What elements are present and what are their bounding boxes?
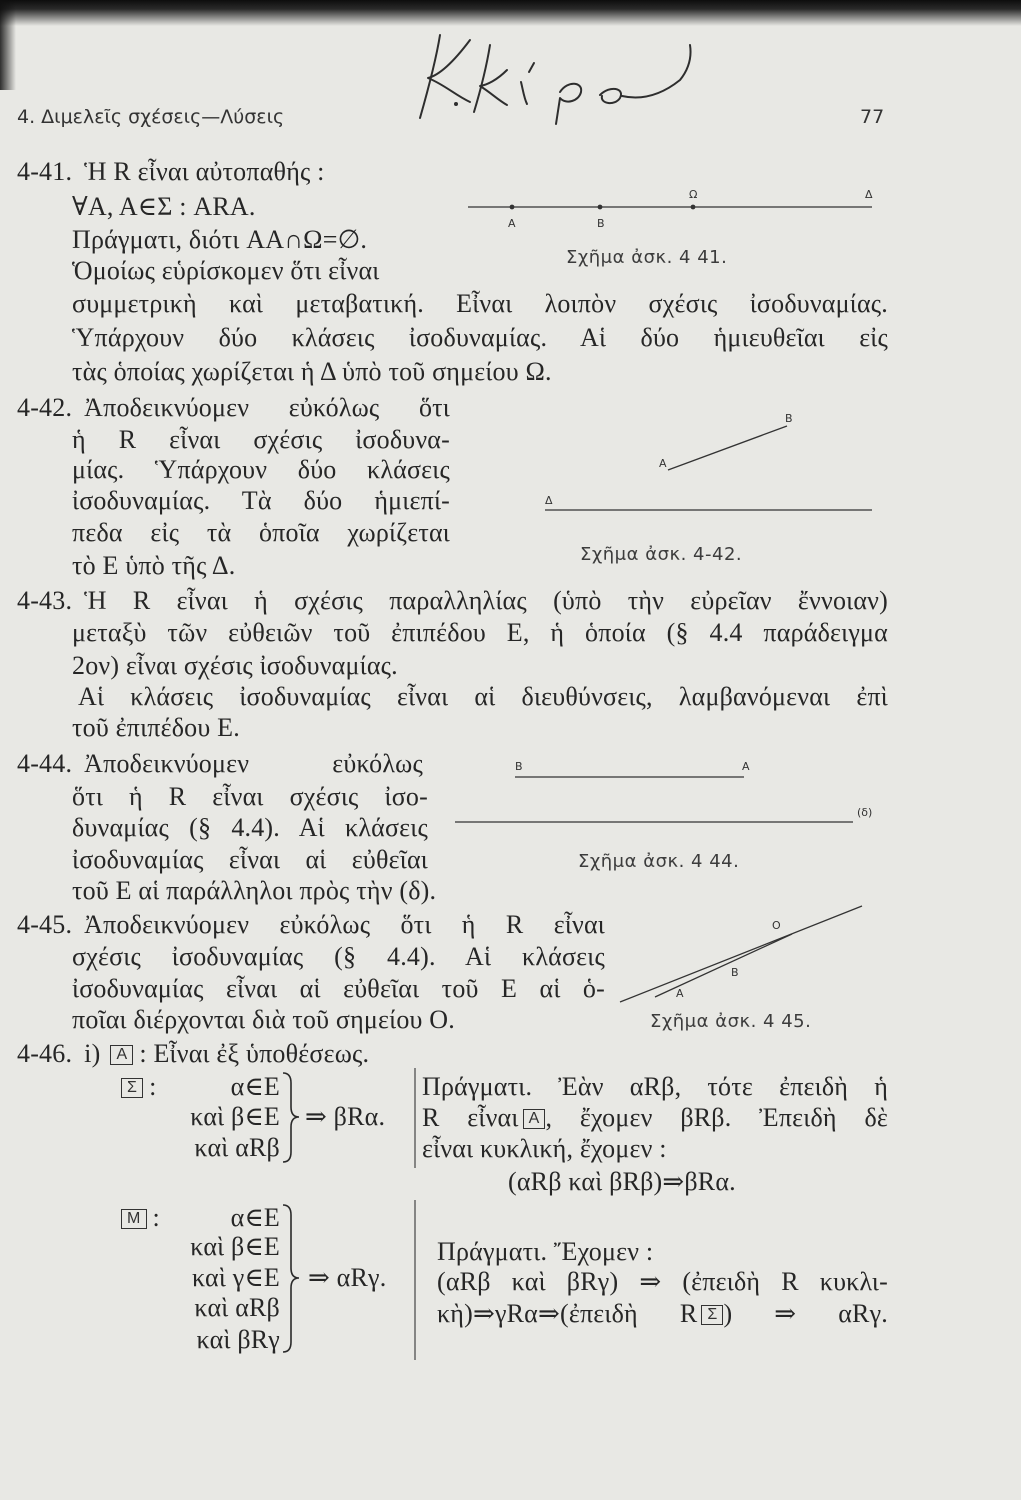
- symmetric-box: Σ: [701, 1305, 723, 1325]
- transitive-proof-line-3: [437, 1299, 888, 1329]
- label-delta: Δ: [545, 494, 553, 507]
- figure-4-42-caption: Σχῆμα ἀσκ. 4-42.: [580, 544, 743, 565]
- ex-4-43-line-3: 2ον) εἶναι σχέσις ἰσοδυναμίας.: [72, 651, 398, 680]
- signature-stroke-tail: [600, 45, 691, 103]
- figure-4-41-caption: Σχῆμα ἀσκ. 4 41.: [566, 247, 728, 268]
- ex-4-45-line-3: ἰσοδυναμίας εἶναι αἱ εὐθεῖαι τοῦ E αἱ ὁ-: [72, 974, 605, 1003]
- exercise-number: 4-43.: [17, 586, 73, 615]
- line-text: Ἀποδεικνύομεν εὐκόλως: [84, 749, 423, 778]
- handwritten-signature: [420, 35, 691, 124]
- figure-4-42: [545, 412, 872, 510]
- proof-text: , ἔχομεν βRβ. Ἐπειδὴ δὲ: [545, 1103, 889, 1132]
- symmetric-hyp-2: καὶ β∈E: [190, 1102, 280, 1131]
- figure-4-41: [468, 188, 873, 230]
- ex-4-46-line-1: [17, 1039, 369, 1069]
- ex-4-43-line-2: μεταξὺ τῶν εὐθειῶν τοῦ ἐπιπέδου E, ἡ ὁποία (§ 4.4 παράδειγμα: [72, 618, 888, 647]
- proof-text: R εἶναι: [422, 1103, 519, 1132]
- line-text: Ἀποδεικνύομεν εὐκόλως ὅτι ἡ R εἶναι: [84, 910, 605, 939]
- point-omega: [691, 205, 696, 210]
- transitive-hyp-1: α∈E: [230, 1203, 280, 1232]
- symmetric-hyp-3: καὶ αRβ: [194, 1133, 280, 1162]
- ex-4-43-line-1: [17, 586, 888, 616]
- figure-4-44: [455, 760, 872, 822]
- proof-text: κὴ)⇒γRα⇒(ἐπειδὴ R: [437, 1299, 698, 1328]
- label-b: B: [731, 966, 739, 979]
- line-through-o: [620, 906, 862, 1002]
- label-a: A: [742, 760, 750, 773]
- segment-ab: [668, 426, 787, 470]
- transitive-hyp-4: καὶ αRβ: [194, 1293, 280, 1322]
- point-b: [598, 205, 603, 210]
- transitive-colon: :: [152, 1203, 160, 1232]
- ex-4-42-line-6: τὸ E ὑπὸ τῆς Δ.: [72, 551, 236, 580]
- ex-4-41-line-3: Πράγματι, διότι AA∩Ω=∅.: [72, 225, 368, 254]
- figure-4-45: [620, 906, 862, 1002]
- ex-4-45-line-1: [17, 910, 605, 940]
- ex-4-42-line-4: ἰσοδυναμίας. Τὰ δύο ἡμιεπί-: [72, 486, 450, 515]
- symmetric-brace: [283, 1073, 299, 1162]
- label-b: B: [785, 412, 793, 425]
- ex-4-41-line-1: [17, 157, 325, 187]
- part-label: i): [84, 1039, 101, 1068]
- label-a: A: [508, 217, 516, 230]
- label-a: A: [676, 987, 684, 1000]
- label-delta: Δ: [865, 188, 873, 201]
- reflexive-box: A: [523, 1109, 546, 1129]
- ex-4-42-line-5: πεδα εἰς τὰ ὁποῖα χωρίζεται: [72, 518, 450, 547]
- exercise-number: 4-44.: [17, 749, 73, 778]
- scan-left-edge: [0, 0, 16, 90]
- signature-stroke-k1: [420, 35, 440, 118]
- transitive-proof-line-2: (αRβ καὶ βRγ) ⇒ (ἐπειδὴ R κυκλι-: [437, 1267, 888, 1296]
- ex-4-41-line-5: συμμετρικὴ καὶ μεταβατική. Εἶναι λοιπὸν σχέσις ἰσοδυναμίας.: [72, 289, 888, 318]
- transitive-hyp-3: καὶ γ∈E: [191, 1263, 280, 1292]
- ex-4-43-line-4: Αἱ κλάσεις ἰσοδυναμίας εἶναι αἱ διευθύνσεις, λαμβανόμεναι ἐπὶ: [78, 682, 888, 711]
- ex-4-44-line-5: τοῦ E αἱ παράλληλοι πρὸς τὴν (δ).: [72, 876, 437, 905]
- ex-4-45-line-4: ποῖαι διέρχονται διὰ τοῦ σημείου O.: [72, 1005, 455, 1034]
- figure-4-45-caption: Σχῆμα ἀσκ. 4 45.: [650, 1011, 812, 1032]
- proof-text: ) ⇒ αRγ.: [723, 1299, 888, 1328]
- label-o: O: [772, 919, 781, 932]
- signature-dot: [454, 102, 458, 106]
- line-text: Ἡ R εἶναι ἡ σχέσις παραλληλίας (ὑπὸ τὴν εὐρεῖαν ἔννοιαν): [84, 586, 888, 615]
- ex-4-45-line-2: σχέσις ἰσοδυναμίας (§ 4.4). Αἱ κλάσεις: [72, 942, 605, 971]
- ex-4-41-line-7: τὰς ὁποίας χωρίζεται ἡ Δ ὑπὸ τοῦ σημείου Ω.: [72, 357, 552, 386]
- label-d: (δ): [857, 806, 873, 819]
- ex-4-42-line-2: ἡ R εἶναι σχέσις ἰσοδυνα-: [72, 425, 450, 454]
- exercise-number: 4-41.: [17, 157, 73, 186]
- ex-4-44-line-3: δυναμίας (§ 4.4). Αἱ κλάσεις: [72, 813, 428, 842]
- exercise-number: 4-46.: [17, 1039, 73, 1068]
- reflexive-text: : Εἶναι ἐξ ὑποθέσεως.: [139, 1039, 370, 1068]
- label-b: B: [515, 760, 523, 773]
- transitive-hyp-2: καὶ β∈E: [190, 1232, 280, 1261]
- transitive-proof-line-1: Πράγματι. Ἔχομεν :: [437, 1237, 654, 1266]
- line-text: Ἀποδεικνύομεν εὐκόλως ὅτι: [84, 393, 450, 422]
- ex-4-41-line-2: ∀A, A∈Σ : ARA.: [72, 192, 256, 221]
- signature-stroke-rho: [556, 84, 581, 124]
- symmetric-proof-line-1: Πράγματι. Ἐὰν αRβ, τότε ἐπειδὴ ἡ: [422, 1072, 888, 1101]
- transitive-conclusion: ⇒ αRγ.: [308, 1263, 387, 1292]
- figure-4-44-caption: Σχῆμα ἀσκ. 4 44.: [578, 851, 740, 872]
- ex-4-44-line-1: [17, 749, 423, 779]
- symmetric-conclusion: ⇒ βRα.: [305, 1102, 386, 1131]
- transitive-brace: [283, 1205, 299, 1352]
- scan-top-edge: [0, 0, 1021, 26]
- symmetric-colon: :: [149, 1072, 157, 1101]
- exercise-number: 4-45.: [17, 910, 73, 939]
- ex-4-41-line-6: Ὑπάρχουν δύο κλάσεις ἰσοδυναμίας. Αἱ δύο ἡμιευθεῖαι εἰς: [72, 323, 888, 352]
- ex-4-44-line-4: ἰσοδυναμίας εἶναι αἱ εὐθεῖαι: [72, 845, 428, 874]
- line-ab-through-o: [655, 934, 792, 997]
- exercise-number: 4-42.: [17, 393, 73, 422]
- symmetric-proof-line-4: (αRβ καὶ βRβ)⇒βRα.: [508, 1167, 736, 1196]
- signature-stroke-k1-arms: [428, 40, 470, 102]
- signature-stroke-k2: [474, 45, 490, 112]
- symmetric-box: Σ: [121, 1078, 143, 1098]
- ex-4-41-line-4: Ὁμοίως εὑρίσκομεν ὅτι εἶναι: [72, 256, 380, 285]
- symmetric-proof-line-2: [422, 1103, 888, 1133]
- label-a: A: [659, 457, 667, 470]
- point-a: [510, 205, 515, 210]
- transitive-box: M: [121, 1209, 147, 1229]
- ex-4-44-line-2: ὅτι ἡ R εἶναι σχέσις ἰσο-: [72, 782, 428, 811]
- page-number: 77: [860, 106, 885, 128]
- ex-4-42-line-3: μίας. Ὑπάρχουν δύο κλάσεις: [72, 455, 450, 484]
- symmetric-hyp-1: α∈E: [230, 1072, 280, 1101]
- label-b: B: [597, 217, 605, 230]
- reflexive-box: A: [110, 1045, 133, 1065]
- line-text: Ἡ R εἶναι αὐτοπαθής :: [84, 157, 325, 186]
- ex-4-43-line-5: τοῦ ἐπιπέδου E.: [72, 713, 240, 742]
- label-omega: Ω: [689, 188, 698, 201]
- signature-stroke-k2-arms: [480, 70, 507, 105]
- transitive-hyp-5: καὶ βRγ: [196, 1325, 280, 1354]
- symmetric-proof-line-3: εἶναι κυκλική, ἔχομεν :: [422, 1134, 667, 1163]
- running-title: 4. Διμελεῖς σχέσεις—Λύσεις: [17, 106, 285, 128]
- ex-4-42-line-1: [17, 393, 450, 423]
- signature-stroke-iota: [521, 63, 534, 104]
